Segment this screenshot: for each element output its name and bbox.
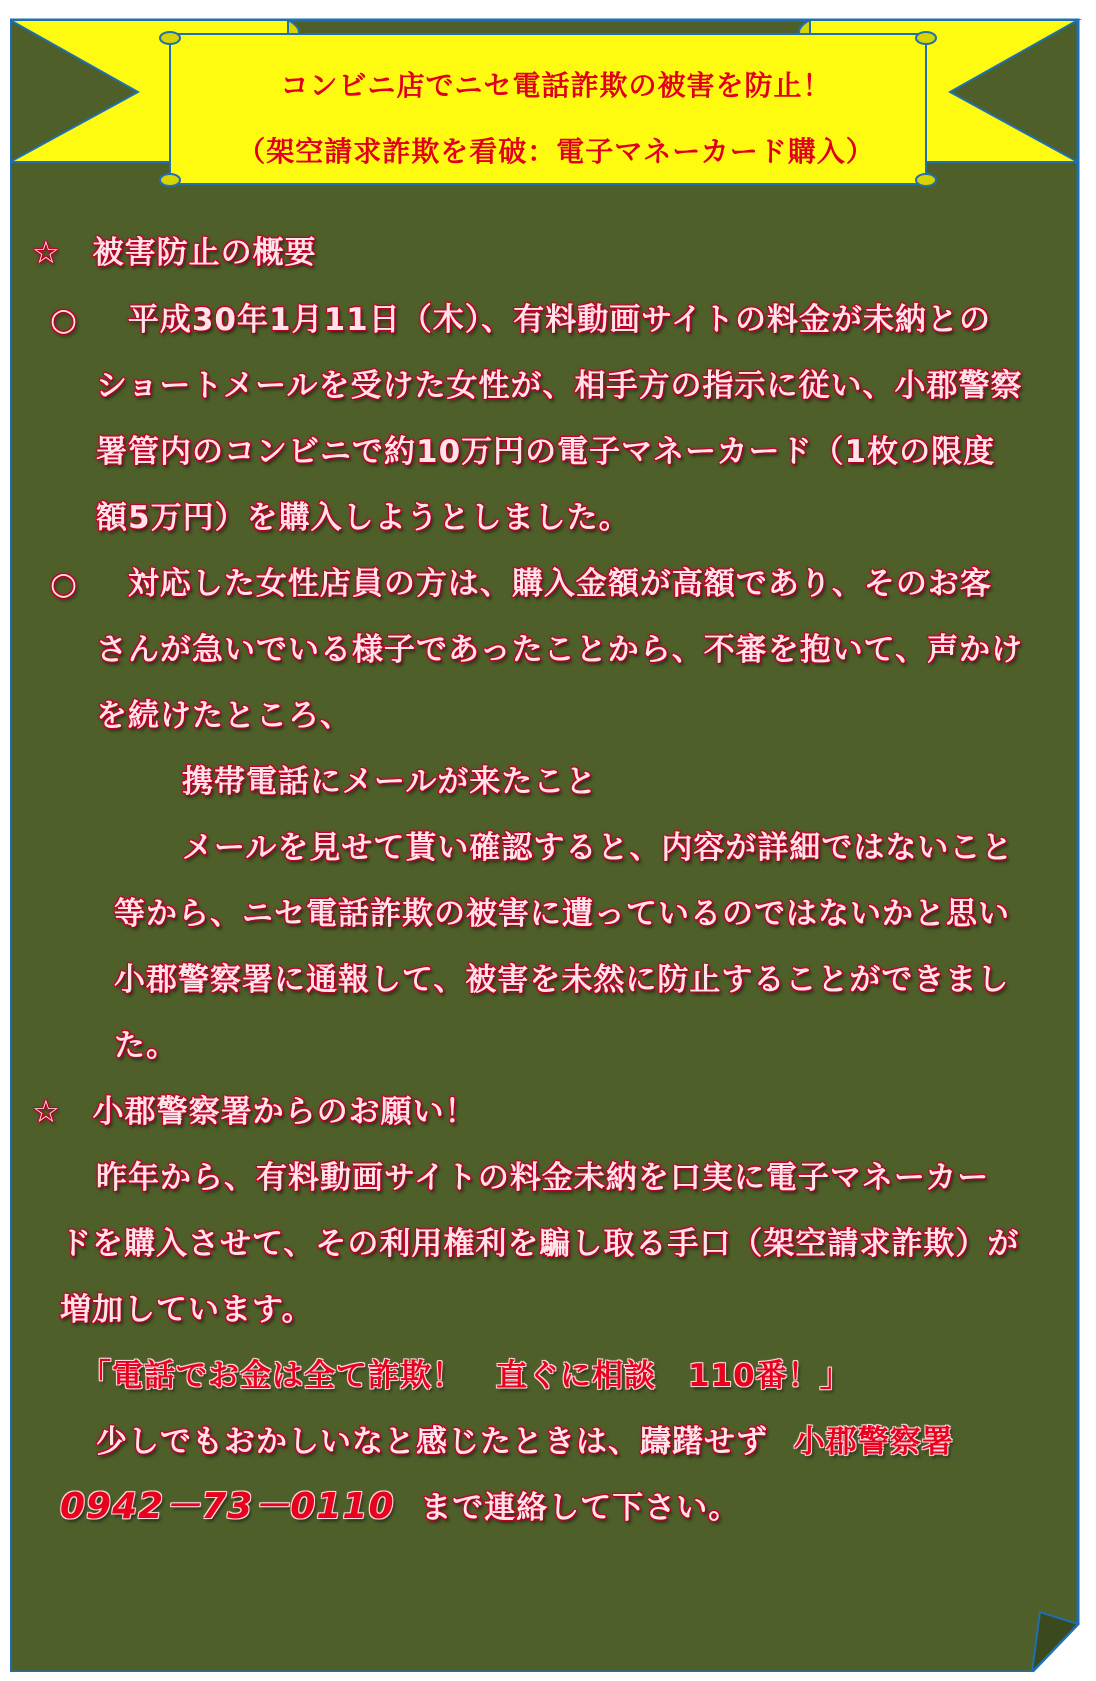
star-icon: ☆ bbox=[32, 1094, 61, 1130]
request-heading: 小郡警察署からのお願い！ bbox=[92, 1094, 477, 1130]
overview-p3-line-1: 等から、ニセ電話詐欺の被害に遭っているのではないかと思い bbox=[114, 896, 1010, 932]
station-name: 小郡警察署 bbox=[793, 1424, 954, 1460]
overview-p1-text-1: 平成30年1月11日（木）、有料動画サイトの料金が未納との bbox=[127, 302, 992, 338]
request-body-line-3: 増加しています。 bbox=[60, 1292, 314, 1328]
notice-poster bbox=[10, 12, 1086, 1672]
star-icon: ☆ bbox=[32, 235, 61, 271]
bullet-icon: ○ bbox=[50, 566, 79, 602]
overview-p2-line-2: さんが急いでいる様子であったことから、不審を抱いて、声かけ bbox=[96, 632, 1024, 668]
contact-line-1 bbox=[96, 1416, 954, 1461]
overview-p3-line-2: 小郡警察署に通報して、被害を未然に防止することができまし bbox=[114, 962, 1010, 998]
slogan: 「電話でお金は全て詐欺！ 直ぐに相談 110番！」 bbox=[80, 1358, 852, 1394]
overview-heading: 被害防止の概要 bbox=[92, 235, 317, 271]
overview-p2-line-1 bbox=[50, 558, 992, 603]
banner-title: コンビニ店でニセ電話詐欺の被害を防止！ bbox=[280, 69, 832, 102]
contact-suffix: まで連絡して下さい。 bbox=[420, 1490, 741, 1526]
overview-p2-line-3: を続けたところ、 bbox=[96, 698, 352, 734]
overview-p1-line-1 bbox=[50, 294, 991, 339]
request-body-line-1: 昨年から、有料動画サイトの料金未納を口実に電子マネーカー bbox=[96, 1160, 990, 1196]
overview-p1-line-4: 額5万円）を購入しようとしました。 bbox=[96, 500, 631, 536]
phone-number: 0942－73－0110 bbox=[60, 1486, 395, 1527]
request-body-line-2: ドを購入させて、その利用権利を騙し取る手口（架空請求詐欺）が bbox=[60, 1226, 1020, 1262]
overview-p3-line-3: た。 bbox=[114, 1028, 178, 1064]
overview-p1-line-2: ショートメールを受けた女性が、相手方の指示に従い、小郡警察 bbox=[96, 368, 1023, 404]
reason-item-1: 携帯電話にメールが来たこと bbox=[182, 764, 598, 800]
overview-p2-text-1: 対応した女性店員の方は、購入金額が高額であり、そのお客 bbox=[127, 566, 992, 602]
overview-p1-line-3: 署管内のコンビニで約10万円の電子マネーカード（1枚の限度 bbox=[96, 434, 996, 470]
contact-line-2 bbox=[60, 1478, 740, 1529]
reason-item-2: メールを見せて貰い確認すると、内容が詳細ではないこと bbox=[182, 830, 1014, 866]
request-heading-row bbox=[32, 1086, 477, 1131]
overview-heading-row bbox=[32, 227, 317, 272]
bullet-icon: ○ bbox=[50, 302, 79, 338]
banner-subtitle: （架空請求詐欺を看破：電子マネーカード購入） bbox=[237, 135, 875, 168]
contact-prefix: 少しでもおかしいなと感じたときは、躊躇せず bbox=[96, 1424, 768, 1460]
